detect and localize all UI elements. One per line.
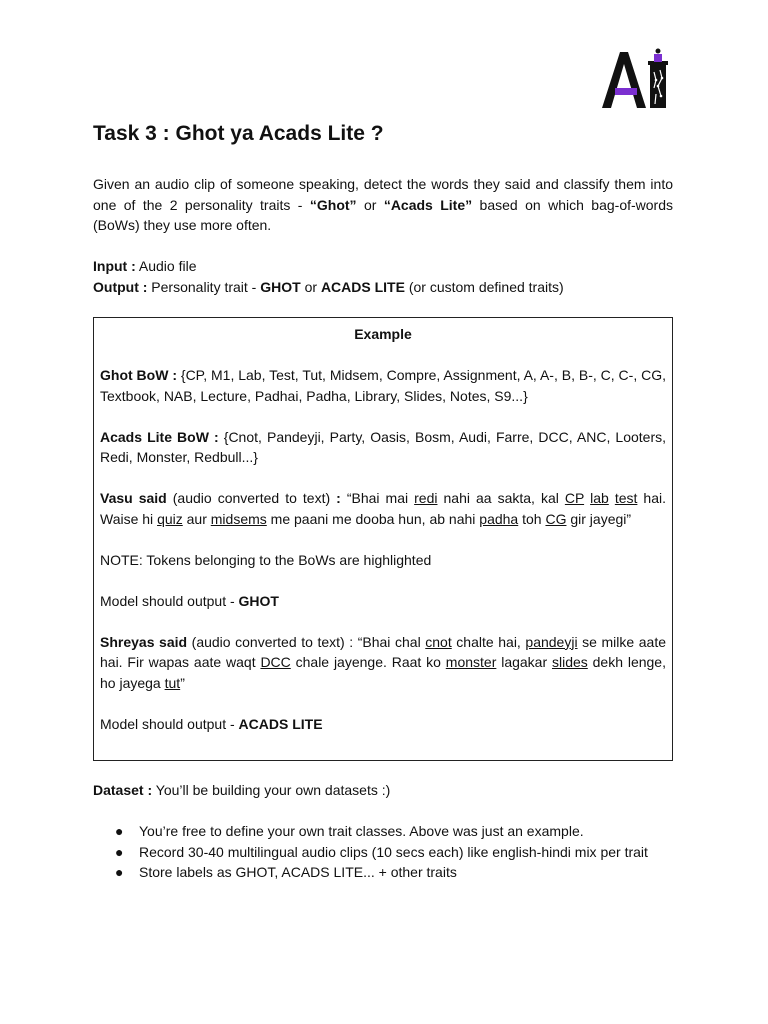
acads-bow: Acads Lite BoW : {Cnot, Pandeyji, Party, Oasis, Bosm, Audi, Farre, DCC, ANC, Looters, Redi, Monster, Redbull...}	[100, 428, 667, 465]
model-output-ghot: Model should output - GHOT	[100, 592, 279, 609]
input-line: Input : Audio file	[93, 258, 197, 274]
model-output-acads: Model should output - ACADS LITE	[100, 715, 323, 732]
example-heading: Example	[354, 326, 412, 342]
list-item: ● You’re free to define your own trait classes. Above was just an example.	[93, 821, 673, 842]
bullet-icon: ●	[115, 843, 124, 860]
bullet-icon: ●	[115, 864, 124, 880]
input-output-section	[93, 256, 673, 297]
dataset-line: Dataset : You’ll be building your own datasets :)	[93, 782, 391, 798]
page-title: Task 3 : Ghot ya Acads Lite ?	[93, 122, 384, 145]
shreyas-example: Shreyas said (audio converted to text) : “Bhai chal cnot chalte hai, pandeyji se milke aate hai. Fir wapas aate waqt DCC chale jayenge. Raat ko monster lagakar slides dekh lenge, ho jayega tut”	[100, 633, 666, 691]
highlight-note: NOTE: Tokens belonging to the BoWs are highlighted	[100, 551, 432, 568]
vasu-example: Vasu said (audio converted to text) : “Bhai mai redi nahi aa sakta, kal CP lab test hai. Waise hi quiz aur midsems me paani me dooba hun, ab nahi padha toh CG gir jayegi”	[100, 490, 666, 527]
dataset-bullets	[93, 821, 673, 883]
example-box	[93, 317, 673, 761]
bullet-icon: ●	[115, 823, 124, 839]
ghot-bow: Ghot BoW : {CP, M1, Lab, Test, Tut, Midsem, Compre, Assignment, A, A-, B, B-, C, C-, CG, Textbook, NAB, Lecture, Padhai, Padha, Library, Slides, Notes, S9...}	[100, 367, 666, 404]
intro-paragraph: Given an audio clip of someone speaking, detect the words they said and classify them into one of the 2 personality traits - “Ghot” or “Acads Lite” based on which bag-of-words (BoWs) they use more often.	[93, 176, 673, 233]
ai-logo	[600, 46, 672, 110]
list-item: ● Store labels as GHOT, ACADS LITE... + other traits	[93, 862, 673, 883]
logo-a-crossbar	[615, 88, 637, 95]
logo-letter-a	[602, 52, 646, 108]
output-line: Output : Personality trait - GHOT or ACADS LITE (or custom defined traits)	[93, 278, 564, 295]
list-item: ● Record 30-40 multilingual audio clips (10 secs each) like english-hindi mix per trait	[93, 842, 673, 863]
